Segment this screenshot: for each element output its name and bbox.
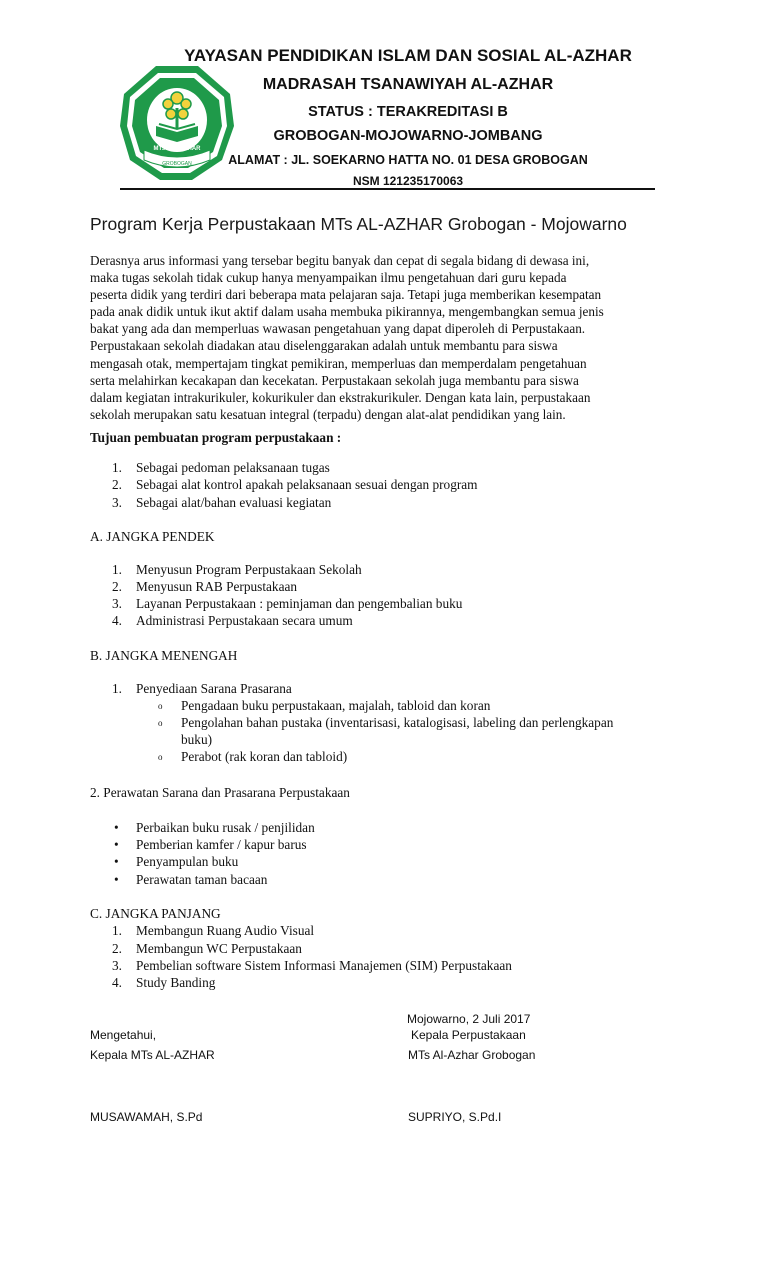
emblem-text-bottom: GROBOGAN <box>162 161 192 167</box>
intro-line: maka tugas sekolah tidak cukup hanya menyampaikan ilmu pengetahuan dari guru kepada <box>90 270 567 286</box>
list-number: 4. <box>112 613 122 628</box>
place-date: Mojowarno, 2 Juli 2017 <box>407 1012 531 1026</box>
acknowledged-label: Mengetahui, <box>90 1028 157 1042</box>
bullet-dot-icon: • <box>114 854 119 869</box>
list-number: 3. <box>112 495 122 510</box>
school-address: ALAMAT : JL. SOEKARNO HATTA NO. 01 DESA GROBOGAN <box>228 153 588 167</box>
long-term-item: Membangun WC Perpustakaan <box>136 941 302 956</box>
intro-line: sekolah merupakan satu kesatuan integral (terpadu) dengan alat-alat pendidikan yang lain. <box>90 406 566 422</box>
short-term-heading: A. JANGKA PENDEK <box>90 529 215 544</box>
intro-line: peserta didik yang terdiri dari beberapa mata pelajaran saja. Tetapi juga memberikan kesempatan <box>90 287 602 303</box>
goals-heading: Tujuan pembuatan program perpustakaan : <box>90 430 342 445</box>
intro-paragraph <box>90 252 682 423</box>
list-number: 3. <box>112 596 122 611</box>
mid-term-subitem-continued: buku) <box>181 732 213 747</box>
long-term-item: Membangun Ruang Audio Visual <box>136 923 315 938</box>
bullet-dot-icon: • <box>114 820 119 835</box>
principal-role: Kepala MTs AL-AZHAR <box>90 1048 215 1062</box>
intro-line: serta melahirkan kecakapan dan kecekatan. Perpustakaan sekolah juga membantu para siswa <box>90 372 579 388</box>
list-number: 1. <box>112 460 122 475</box>
school-nsm: NSM 121235170063 <box>352 174 464 188</box>
list-number: 1. <box>112 681 122 696</box>
circle-bullet-icon: o <box>158 701 163 711</box>
short-term-item: Layanan Perpustakaan : peminjaman dan pengembalian buku <box>136 596 463 611</box>
mid-term-subitem: Pengadaan buku perpustakaan, majalah, tabloid dan koran <box>181 698 491 713</box>
principal-name: MUSAWAMAH, S.Pd <box>90 1110 203 1124</box>
circle-bullet-icon: o <box>158 718 163 728</box>
goal-item: Sebagai alat kontrol apakah pelaksanaan sesuai dengan program <box>136 477 478 492</box>
mid-term-subitem: Perabot (rak koran dan tabloid) <box>181 749 348 764</box>
emblem-text-top: MTs AL - AZHAR <box>153 146 201 152</box>
bullet-dot-icon: • <box>114 837 119 852</box>
maintenance-item: Perawatan taman bacaan <box>136 872 268 887</box>
mid-term-subitem: Pengolahan bahan pustaka (inventarisasi, katalogisasi, labeling dan perlengkapan <box>181 715 614 730</box>
list-number: 3. <box>112 958 122 973</box>
intro-line: Derasnya arus informasi yang tersebar begitu banyak dan cepat di segala bidang di dewasa ini, <box>90 253 590 268</box>
school-region: GROBOGAN-MOJOWARNO-JOMBANG <box>273 128 543 144</box>
accreditation-status: STATUS : TERAKREDITASI B <box>308 104 508 120</box>
intro-line: dalam kegiatan intrakurikuler, kokurikuler dan ekstrakurikuler. Dengan kata lain, perpustakaan <box>90 389 591 405</box>
list-number: 2. <box>112 477 122 492</box>
maintenance-item: Penyampulan buku <box>136 854 239 869</box>
long-term-item: Pembelian software Sistem Informasi Manajemen (SIM) Perpustakaan <box>136 958 512 973</box>
mid-term-item: Penyediaan Sarana Prasarana <box>136 681 292 696</box>
foundation-name: YAYASAN PENDIDIKAN ISLAM DAN SOSIAL AL-AZHAR <box>184 46 632 65</box>
short-term-item: Menyusun RAB Perpustakaan <box>136 579 298 594</box>
list-number: 2. <box>112 941 122 956</box>
list-number: 1. <box>112 562 122 577</box>
long-term-item: Study Banding <box>136 975 216 990</box>
maintenance-item: Pemberian kamfer / kapur barus <box>136 837 307 852</box>
maintenance-item: Perbaikan buku rusak / penjilidan <box>136 820 315 835</box>
librarian-role: Kepala Perpustakaan <box>411 1028 526 1042</box>
mid-term-item-2: 2. Perawatan Sarana dan Prasarana Perpustakaan <box>90 785 350 800</box>
long-term-heading: C. JANGKA PANJANG <box>90 906 221 921</box>
mid-term-heading: B. JANGKA MENENGAH <box>90 648 238 663</box>
goal-item: Sebagai alat/bahan evaluasi kegiatan <box>136 495 332 510</box>
circle-bullet-icon: o <box>158 752 163 762</box>
librarian-name: SUPRIYO, S.Pd.I <box>408 1110 502 1124</box>
bullet-dot-icon: • <box>114 872 119 887</box>
list-number: 4. <box>112 975 122 990</box>
short-term-item: Menyusun Program Perpustakaan Sekolah <box>136 562 362 577</box>
document-title: Program Kerja Perpustakaan MTs AL-AZHAR Grobogan - Mojowarno <box>90 214 627 234</box>
letterhead-divider <box>120 188 655 190</box>
list-number: 1. <box>112 923 122 938</box>
librarian-organization: MTs Al-Azhar Grobogan <box>408 1048 536 1062</box>
intro-line: Perpustakaan sekolah diadakan atau diselenggarakan adalah untuk membantu para siswa <box>90 338 558 354</box>
intro-line: pada anak didik untuk ikut aktif dalam usaha membuka pikirannya, mengembangkan semua jenis <box>90 304 604 320</box>
school-name: MADRASAH TSANAWIYAH AL-AZHAR <box>262 76 554 93</box>
intro-line: mengasah otak, mempertajam tingkat pemikiran, memperluas dan memperdalam pengetahuan <box>90 355 587 371</box>
short-term-item: Administrasi Perpustakaan secara umum <box>136 613 353 628</box>
intro-line: bakat yang ada dan memperluas wawasan pengetahuan yang dapat diperoleh di Perpustakaan. <box>90 321 586 337</box>
goal-item: Sebagai pedoman pelaksanaan tugas <box>136 460 330 475</box>
list-number: 2. <box>112 579 122 594</box>
